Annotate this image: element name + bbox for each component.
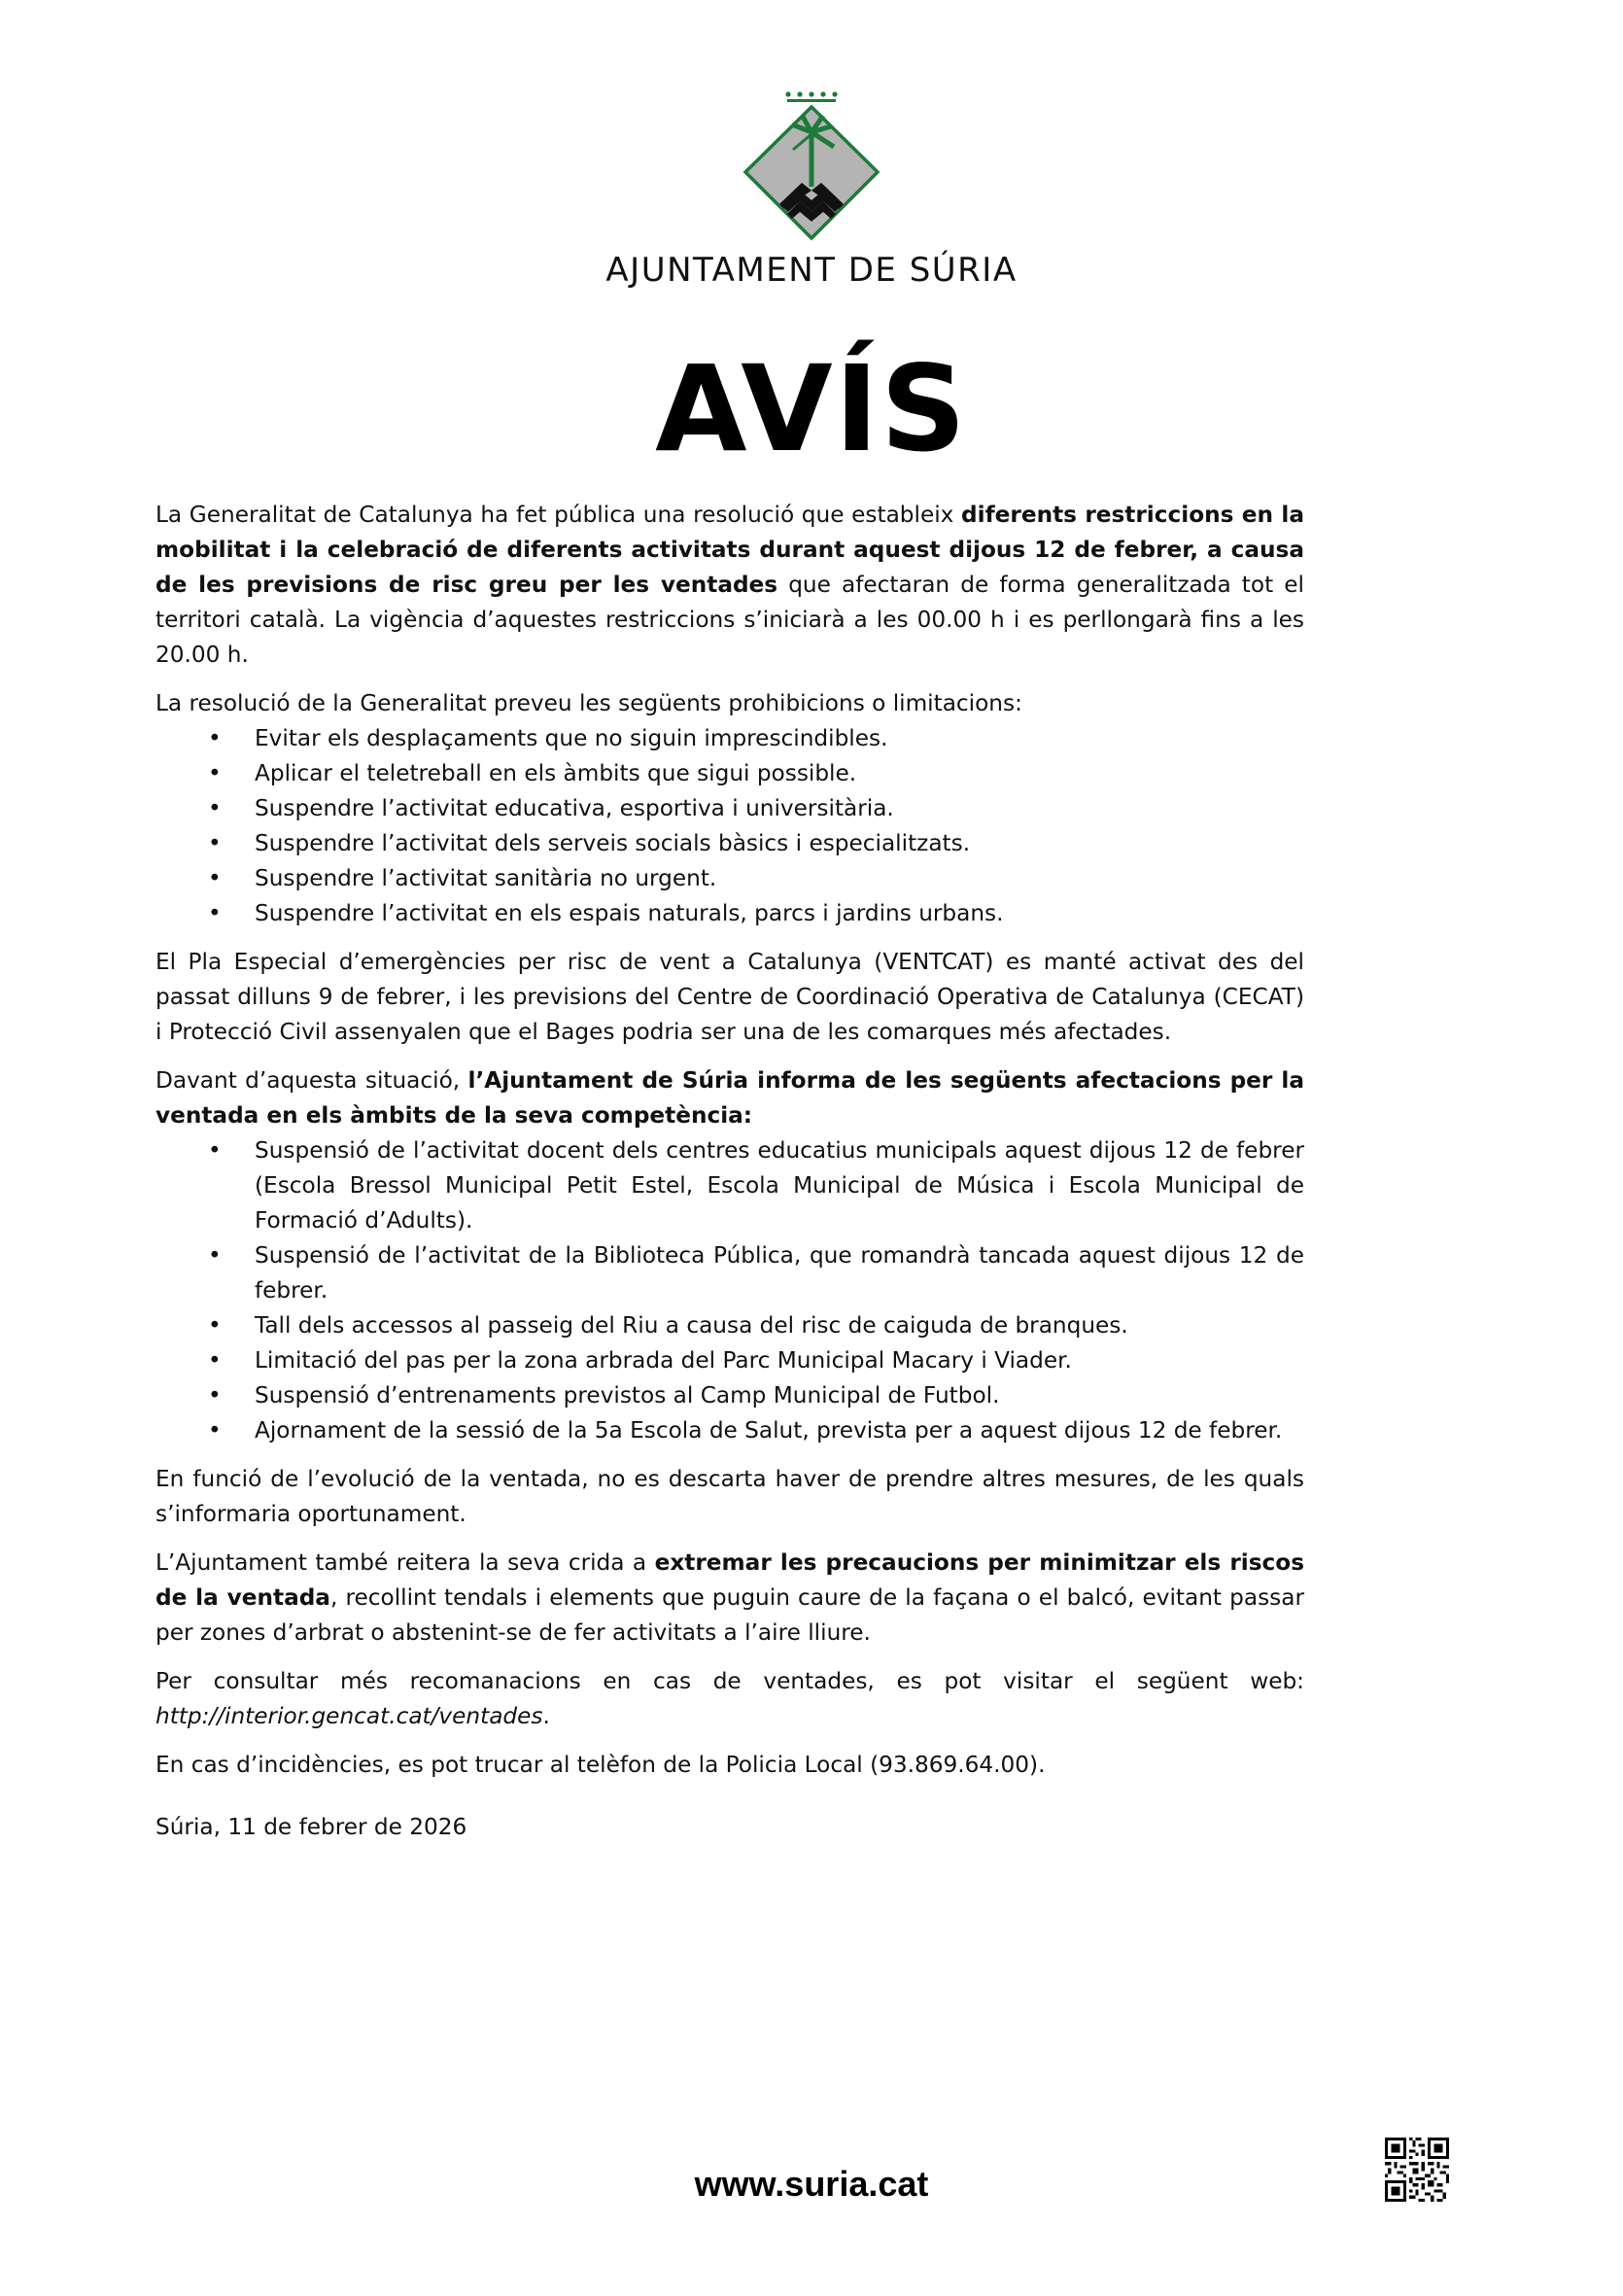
bullet-icon: • (208, 830, 222, 856)
precautions-highlight: extremar les precaucions per minimitzar els riscos de la ventada (155, 1549, 1304, 1611)
list-item: • Tall dels accessos al passeig del Riu a causa del risc de caiguda de branques. (155, 1308, 1304, 1343)
bullet-icon: • (208, 1347, 222, 1374)
bullet-icon: • (208, 1417, 222, 1444)
list-item: • Ajornament de la sessió de la 5a Escola de Salut, prevista per a aquest dijous 12 de febrer. (155, 1413, 1304, 1448)
notice-date: Súria, 11 de febrer de 2026 (155, 1814, 467, 1840)
list-item: • Suspensió d’entrenaments previstos al Camp Municipal de Futbol. (155, 1378, 1304, 1413)
qr-code-icon[interactable] (1385, 2138, 1449, 2202)
list-item: • Suspendre l’activitat en els espais naturals, parcs i jardins urbans. (155, 896, 1304, 931)
bullet-icon: • (208, 1382, 222, 1409)
list-item: • Limitació del pas per la zona arbrada del Parc Municipal Macary i Viader. (155, 1343, 1304, 1378)
paragraph-precautions: L’Ajuntament també reitera la seva crida a extremar les precaucions per minimitzar els riscos de la ventada, recollint tendals i elements que puguin caure de la façana o el balcó, evitant passar per zones d’arbrat o abstenint-se de fer activitats a l’aire lliure. (155, 1549, 1305, 1646)
gencat-ventades-link[interactable]: http://interior.gencat.cat/ventades (155, 1703, 543, 1729)
list-item: • Aplicar el teletreball en els àmbits que sigui possible. (155, 756, 1304, 791)
restrictions-highlight: diferents restriccions en la mobilitat i la celebració de diferents activitats durant aquest dijous 12 de febrer, a causa de les previsions de risc greu per les ventades (155, 502, 1304, 598)
paragraph-ventcat: El Pla Especial d’emergències per risc de vent a Catalunya (VENTCAT) es manté activat des del passat dilluns 9 de febrer, i les previsions del Centre de Coordinació Operativa de Catalunya (CECAT) i Protecció Civil assenyalen que el Bages podria ser una de les comarques més afectades. (155, 949, 1304, 1045)
list-item: • Suspendre l’activitat dels serveis socials bàsics i especialitzats. (155, 826, 1304, 861)
bullet-icon: • (208, 1312, 222, 1339)
list-item: • Suspensió de l’activitat docent dels centres educatius municipals aquest dijous 12 de febrer (Escola Bressol Municipal Petit Estel, Escola Municipal de Música i Escola Municipal de Formació d’Adults). (155, 1133, 1304, 1238)
paragraph-municipal-intro: Davant d’aquesta situació, l’Ajuntament de Súria informa de les següents afectacions per la ventada en els àmbits de la seva competència: (155, 1067, 1304, 1129)
bullet-icon: • (208, 1137, 222, 1164)
notice-body (155, 498, 1304, 1859)
notice-title: AVÍS (655, 340, 968, 478)
bullet-icon: • (208, 900, 222, 926)
organization-name: AJUNTAMENT DE SÚRIA (605, 251, 1018, 290)
bullet-icon: • (208, 865, 222, 891)
paragraph-restrictions: La Generalitat de Catalunya ha fet pública una resolució que estableix diferents restriccions en la mobilitat i la celebració de diferents activitats durant aquest dijous 12 de febrer, a causa de les previsions de risc greu per les ventades que afectaran de forma generalitzada tot el territori català. La vigència d’aquestes restriccions s’iniciarà a les 00.00 h i es perllongarà fins a les 20.00 h. (155, 502, 1304, 668)
paragraph-recommendations: Per consultar més recomanacions en cas de ventades, es pot visitar el següent web: http://interior.gencat.cat/ventades. (155, 1668, 1304, 1729)
paragraph-generalitat-intro: La resolució de la Generalitat preveu les següents prohibicions o limitacions: (155, 690, 1022, 716)
bullet-icon: • (208, 725, 222, 751)
municipal-highlight: l’Ajuntament de Súria informa de les següents afectacions per la ventada en els àmbits de la seva competència: (155, 1067, 1304, 1129)
suria-coat-of-arms-icon (739, 86, 884, 243)
list-item: • Evitar els desplaçaments que no siguin imprescindibles. (155, 721, 1304, 756)
list-item: • Suspendre l’activitat sanitària no urgent. (155, 861, 1304, 896)
list-item: • Suspendre l’activitat educativa, esportiva i universitària. (155, 791, 1304, 826)
bullet-icon: • (208, 1242, 222, 1269)
generalitat-measures-list (155, 721, 1304, 931)
paragraph-further-measures: En funció de l’evolució de la ventada, no es descarta haver de prendre altres mesures, de les quals s’informaria oportunament. (155, 1466, 1304, 1527)
bullet-icon: • (208, 760, 222, 786)
bullet-icon: • (208, 795, 222, 821)
municipal-measures-list (155, 1133, 1304, 1448)
list-item: • Suspensió de l’activitat de la Biblioteca Pública, que romandrà tancada aquest dijous 12 de febrer. (155, 1238, 1304, 1308)
footer-website-link[interactable]: www.suria.cat (694, 2164, 929, 2204)
paragraph-police-contact: En cas d’incidències, es pot trucar al telèfon de la Policia Local (93.869.64.00). (155, 1752, 1046, 1778)
